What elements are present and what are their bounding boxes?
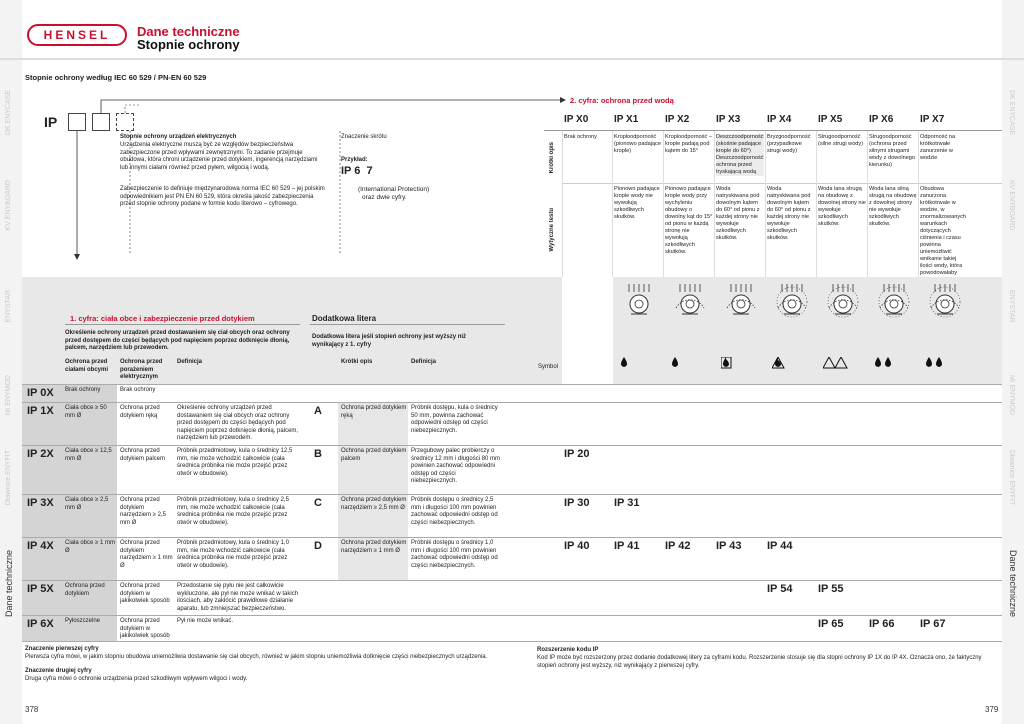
test-rowlabel: Wytyczne testu bbox=[549, 208, 555, 252]
sidebar-tab-2[interactable]: KV ENYBOARD bbox=[5, 180, 12, 231]
dust-row-line bbox=[22, 580, 1002, 581]
dust-code-0: IP 0X bbox=[27, 387, 54, 399]
sidebar-tab-4[interactable]: Mi ENYMOD bbox=[1008, 375, 1015, 416]
water-col-sep bbox=[714, 131, 715, 277]
dust-def-5: Przedostanie się pyłu nie jest całkowicie wykluczone, ale pył nie może wnikać w takich ilościach, aby zakłócić prawidłowe działanie aparatu, lub zmniejszać bezpieczeństwo. bbox=[177, 583, 299, 612]
water-short-3: Deszczoodporność (skośnie padające krople do 60°) Deszczoodporność ochrona przed tryskającą wodą bbox=[716, 134, 764, 175]
water-test-icon-1 bbox=[619, 280, 659, 320]
water-symbol-5 bbox=[823, 357, 849, 370]
water-test-3: Woda natryskiwana pod dowolnym kątem do 60° od pionu z każdej strony nie wywołuje szkodliwych skutków. bbox=[716, 186, 760, 241]
page-number-right: 379 bbox=[985, 705, 999, 714]
intro-paragraph-1: Urządzenia elektryczne muszą być ze względów bezpieczeństwa zabezpieczone przed wpływami zewnętrznymi. To zadanie przejmuje obudowa, która chroni urządzenie przed dotykiem, ingerencją narzędziami lub innymi ciałami również przed pyłem, wilgocią i wodą. bbox=[120, 142, 318, 171]
footer-first-text: Pierwsza cyfra mówi, w jakim stopniu obudowa uniemożliwia dostawanie się ciał obcych, również w jakim stopniu uniemożliwia dotknięcie części niebezpiecznych urządzenia. bbox=[25, 654, 488, 660]
first-digit-label: 1. cyfra: ciała obce i zabezpieczenie przed dotykiem bbox=[70, 314, 255, 323]
water-symbol-3 bbox=[721, 357, 747, 370]
water-col-sep bbox=[612, 131, 613, 277]
water-code-4: IP X4 bbox=[767, 114, 792, 125]
water-short-4: Bryzgoodporność (przypadkowe strugi wody) bbox=[767, 134, 811, 154]
dust-body-4: Ciała obce ≥ 1 mm Ø bbox=[65, 540, 115, 554]
ip-label: IP bbox=[44, 114, 58, 130]
page-number-left: 378 bbox=[25, 705, 39, 714]
combo-code: IP 30 bbox=[564, 497, 590, 509]
example-value: IP 6 7 bbox=[341, 165, 373, 177]
sidebar-tab-4[interactable]: Mi ENYMOD bbox=[5, 375, 12, 416]
sidebar-tab-5[interactable]: Dławnice ENYFIT bbox=[1008, 450, 1015, 506]
water-code-5: IP X5 bbox=[818, 114, 843, 125]
sidebar-tab-1[interactable]: DK ENYCASE bbox=[1008, 90, 1015, 136]
dust-body-3: Ciała obce ≥ 2,5 mm Ø bbox=[65, 497, 109, 511]
water-code-6: IP X6 bbox=[869, 114, 894, 125]
combo-code: IP 41 bbox=[614, 540, 640, 552]
dust-table-bottom bbox=[22, 641, 1002, 642]
dust-code-1: IP 1X bbox=[27, 405, 54, 417]
water-symbol-4 bbox=[772, 357, 798, 370]
intro-paragraph-2: Zabezpieczenie to definiuje międzynarodowa norma IEC 60 529 – jej polskim odpowiednikiem jest PN EN 60 529, która określa jakość zabezpieczenia przed stopnie ochrony podane w formie kodu literowo – cyfrowego. bbox=[120, 186, 325, 207]
dust-code-4: IP 4X bbox=[27, 540, 54, 552]
water-col-sep bbox=[663, 131, 664, 277]
water-test-6: Woda lana silną strugą na obudowę z dowolnej strony nie wywołuje szkodliwych skutków. bbox=[869, 186, 917, 227]
dust-code-5: IP 5X bbox=[27, 583, 54, 595]
dust-row-line bbox=[22, 537, 1002, 538]
first-digit-line bbox=[65, 324, 300, 325]
water-symbol-6 bbox=[874, 357, 900, 370]
combo-code: IP 54 bbox=[767, 583, 793, 595]
water-short-1: Kroploodporność (pionowo padające krople) bbox=[614, 134, 661, 154]
dust-letter-def-2: Przegubowy palec probierczy o średnicy 12 mm i długości 80 mm powinien zachować odpowiedni odstęp od części niebezpiecznych. bbox=[411, 448, 501, 484]
header-title: Dane techniczne bbox=[137, 24, 240, 39]
water-test-icon-3 bbox=[721, 280, 761, 320]
water-test-7: Obudowa zanurzona krótkotrwale w wodzie, w znormalizowanych warunkach dotyczących ciśnienia i czasu powinna uniemożliwić wnikanie takiej ilości wody, która powodowałaby bbox=[920, 186, 967, 276]
dust-letter-def-3: Próbnik dostępu o średnicy 2,5 mm i długości 100 mm powinien zachować odpowiedni odstęp od części niebezpiecznych. bbox=[411, 497, 498, 526]
dust-letter-def-4: Próbnik dostępu o średnicy 1,0 mm i długości 100 mm powinien zachować odpowiedni odstęp od części niebezpiecznych. bbox=[411, 540, 498, 569]
dust-shock-1: Ochrona przed dotykiem ręką bbox=[120, 405, 160, 419]
dust-row-line bbox=[22, 402, 1002, 403]
sidebar-tab-3[interactable]: ENYSTAR bbox=[1008, 290, 1015, 323]
dust-row-line bbox=[22, 615, 1002, 616]
dust-shock-6: Ochrona przed dotykiem w jakikolwiek sposób bbox=[120, 618, 170, 639]
water-short-2: Kroploodporność – krople padają pod kątem do 15° bbox=[665, 134, 712, 154]
extra-letter-label: Dodatkowa litera bbox=[312, 314, 377, 323]
dust-def-1: Określenie ochrony urządzeń przed dostawaniem się ciał obcych oraz ochrony przed dostępem do części będących pod napięciem poprzez dotknięcie dłonią, palcem, narzędziem lub przewodem. bbox=[177, 405, 299, 441]
combo-code: IP 31 bbox=[614, 497, 640, 509]
water-symbol-7 bbox=[925, 357, 951, 370]
dust-letter-short-4: Ochrona przed dotykiem narzędziem ≥ 1 mm Ø bbox=[341, 540, 407, 554]
dust-code-6: IP 6X bbox=[27, 618, 54, 630]
footer-ext-title: Rozszerzenie kodu IP bbox=[537, 647, 599, 653]
dust-letter-short-3: Ochrona przed dotykiem narzędziem ≥ 2,5 mm Ø bbox=[341, 497, 407, 511]
extra-letter-line bbox=[310, 324, 505, 325]
water-col-sep bbox=[562, 131, 563, 277]
sidebar-tab-5[interactable]: Dławnice ENYFIT bbox=[5, 450, 12, 506]
dust-letter-4: D bbox=[314, 540, 322, 552]
extra-intro: Dodatkowa litera jeśli stopień ochrony jest wyższy niż wynikający z 1. cyfry bbox=[312, 334, 467, 348]
water-symbol-2 bbox=[670, 357, 696, 370]
water-test-1: Pionowo padające krople wody nie wywołują szkodliwych skutków. bbox=[614, 186, 660, 220]
x0-column-strip bbox=[562, 277, 613, 384]
dust-shock-5: Ochrona przed dotykiem w jakikolwiek sposób bbox=[120, 583, 170, 604]
water-row-divider bbox=[562, 183, 1002, 184]
second-digit-label: 2. cyfra: ochrona przed wodą bbox=[570, 96, 674, 105]
water-test-icon-7 bbox=[925, 280, 965, 320]
water-col-sep bbox=[867, 131, 868, 277]
combo-code: IP 66 bbox=[869, 618, 895, 630]
intro-title: Stopnie ochrony urządzeń elektrycznych bbox=[120, 134, 237, 140]
header-subtitle: Stopnie ochrony bbox=[137, 37, 240, 52]
dust-letter-def-1: Próbnik dostępu, kula o średnicy 50 mm, powinna zachować odpowiedni odstęp od części niebezpiecznych. bbox=[411, 405, 498, 434]
dust-row-line bbox=[22, 445, 1002, 446]
meaning-value: (International Protection) bbox=[358, 186, 430, 193]
meaning-value-2: oraz dwie cyfry. bbox=[362, 194, 407, 201]
sidebar-tab-1[interactable]: DK ENYCASE bbox=[5, 90, 12, 136]
sidebar-tab-active[interactable]: Dane techniczne bbox=[1008, 550, 1018, 618]
water-short-5: Strugoodporność (silne strugi wody) bbox=[818, 134, 864, 147]
dust-def-3: Próbnik przedmiotowy, kula o średnicy 2,5 mm, nie może wchodzić całkowicie (cała średnica próbnika nie może przejść przez otwór w obudowie). bbox=[177, 497, 289, 526]
dust-def-2: Próbnik przedmiotowy, kula o średnicy 12,5 mm, nie może wchodzić całkowicie (cała średnica próbnika nie może przejść przez otwór w obudowie). bbox=[177, 448, 293, 477]
water-test-5: Woda lana strugą na obudowę z dowolnej strony nie wywołuje szkodliwych skutków. bbox=[818, 186, 866, 227]
dust-shock-3: Ochrona przed dotykiem narzędziem ≥ 2,5 mm Ø bbox=[120, 497, 166, 526]
water-symbol-1 bbox=[619, 357, 645, 370]
col-def-header: Definicja bbox=[177, 359, 203, 365]
water-test-icon-6 bbox=[874, 280, 914, 320]
section-title: Stopnie ochrony według IEC 60 529 / PN-EN 60 529 bbox=[25, 73, 207, 82]
dust-letter-1: A bbox=[314, 405, 322, 417]
water-test-2: Pionowo padające krople wody przy wychyleniu obudowy o dowolny kąt do 15° od pionu w każdą stronę nie wywołują szkodliwych skutków. bbox=[665, 186, 713, 255]
combo-code: IP 65 bbox=[818, 618, 844, 630]
water-code-3: IP X3 bbox=[716, 114, 741, 125]
water-code-0: IP X0 bbox=[564, 114, 589, 125]
dust-body-6: Pyłoszczelne bbox=[65, 618, 101, 624]
water-test-icon-4 bbox=[772, 280, 812, 320]
dust-code-3: IP 3X bbox=[27, 497, 54, 509]
combo-code: IP 44 bbox=[767, 540, 793, 552]
dust-letter-short-2: Ochrona przed dotykiem palcem bbox=[341, 448, 407, 462]
combo-code: IP 42 bbox=[665, 540, 691, 552]
water-short-0: Brak ochrony bbox=[564, 134, 597, 140]
dust-body-2: Ciała obce ≥ 12,5 mm Ø bbox=[65, 448, 112, 462]
water-test-icon-5 bbox=[823, 280, 863, 320]
water-short-7: Odporność na krótkotrwałe zanurzenie w wodzie bbox=[920, 134, 956, 161]
combo-code: IP 55 bbox=[818, 583, 844, 595]
col-body-header: Ochrona przed ciałami obcymi bbox=[65, 359, 109, 373]
water-col-sep bbox=[765, 131, 766, 277]
combo-code: IP 43 bbox=[716, 540, 742, 552]
sidebar-tab-2[interactable]: KV ENYBOARD bbox=[1008, 180, 1015, 231]
footer-second-title: Znaczenie drugiej cyfry bbox=[25, 668, 92, 674]
sidebar-tab-active[interactable]: Dane techniczne bbox=[4, 550, 14, 618]
water-test-icon-2 bbox=[670, 280, 710, 320]
extra-col-short: Krótki opis bbox=[341, 359, 373, 365]
dust-body-1: Ciała obce ≥ 50 mm Ø bbox=[65, 405, 107, 419]
water-test-4: Woda natryskiwana pod dowolnym kątem do 60° od pionu z każdej strony nie wywołuje szkodliwych skutków. bbox=[767, 186, 811, 241]
dust-body-0: Brak ochrony bbox=[65, 387, 101, 393]
combo-code: IP 40 bbox=[564, 540, 590, 552]
dust-code-2: IP 2X bbox=[27, 448, 54, 460]
water-col-sep bbox=[816, 131, 817, 277]
dust-def-6: Pył nie może wnikać. bbox=[177, 618, 234, 624]
water-col-sep bbox=[918, 131, 919, 277]
water-code-2: IP X2 bbox=[665, 114, 690, 125]
dust-body-5: Ochrona przed dotykiem bbox=[65, 583, 105, 597]
combo-code: IP 67 bbox=[920, 618, 946, 630]
example-label: Przykład: bbox=[341, 157, 368, 163]
water-short-6: Strugoodporność (ochrona przed silnymi strugami wody z dowolnego kierunku) bbox=[869, 134, 916, 168]
dust-letter-short-1: Ochrona przed dotykiem ręką bbox=[341, 405, 407, 419]
water-code-1: IP X1 bbox=[614, 114, 639, 125]
dust-shock-4: Ochrona przed dotykiem narzędziem ≥ 1 mm Ø bbox=[120, 540, 173, 569]
dust-shock-0: Brak ochrony bbox=[120, 387, 156, 393]
extra-col-def: Definicja bbox=[411, 359, 437, 365]
dust-letter-3: C bbox=[314, 497, 322, 509]
dust-def-4: Próbnik przedmiotowy, kula o średnicy 1,0 mm, nie może wchodzić całkowicie (cała średnica próbnika nie może przejść przez otwór w obudowie). bbox=[177, 540, 289, 569]
combo-code: IP 20 bbox=[564, 448, 590, 460]
footer-first-title: Znaczenie pierwszej cyfry bbox=[25, 646, 99, 652]
water-code-7: IP X7 bbox=[920, 114, 945, 125]
dust-intro: Określenie ochrony urządzeń przed dostawaniem się ciał obcych oraz ochrony przed dostępem do części będących pod napięciem poprzez dotknięcie dłonią, palcem, narzędziem lub przewodem. bbox=[65, 330, 290, 351]
short-desc-rowlabel: Krótki opis bbox=[549, 142, 555, 174]
col-shock-header: Ochrona przed porażeniem elektrycznym bbox=[120, 359, 163, 380]
footer-second-text: Druga cyfra mówi o ochronie urządzenia przed szkodliwym wpływem wilgoci i wody. bbox=[25, 676, 248, 682]
dust-shock-2: Ochrona przed dotykiem palcem bbox=[120, 448, 166, 462]
dust-letter-2: B bbox=[314, 448, 322, 460]
sidebar-tab-3[interactable]: ENYSTAR bbox=[5, 290, 12, 323]
symbol-label: Symbol bbox=[538, 364, 559, 370]
dust-row-line bbox=[22, 384, 1002, 385]
dust-row-line bbox=[22, 494, 1002, 495]
hensel-logo: HENSEL bbox=[27, 24, 127, 46]
meaning-label: Znaczenie skrótu bbox=[341, 134, 387, 140]
footer-ext-text: Kod IP może być rozszerzony przez dodanie dodatkowej litery za cyframi kodu. Rozszerzenie stosuje się dla stopni ochrony IP 1X do IP 4X. Oznacza ono, że faktyczny stopień ochrony jest wyższy, niż wynikający z pierwszej cyfry. bbox=[537, 655, 982, 669]
